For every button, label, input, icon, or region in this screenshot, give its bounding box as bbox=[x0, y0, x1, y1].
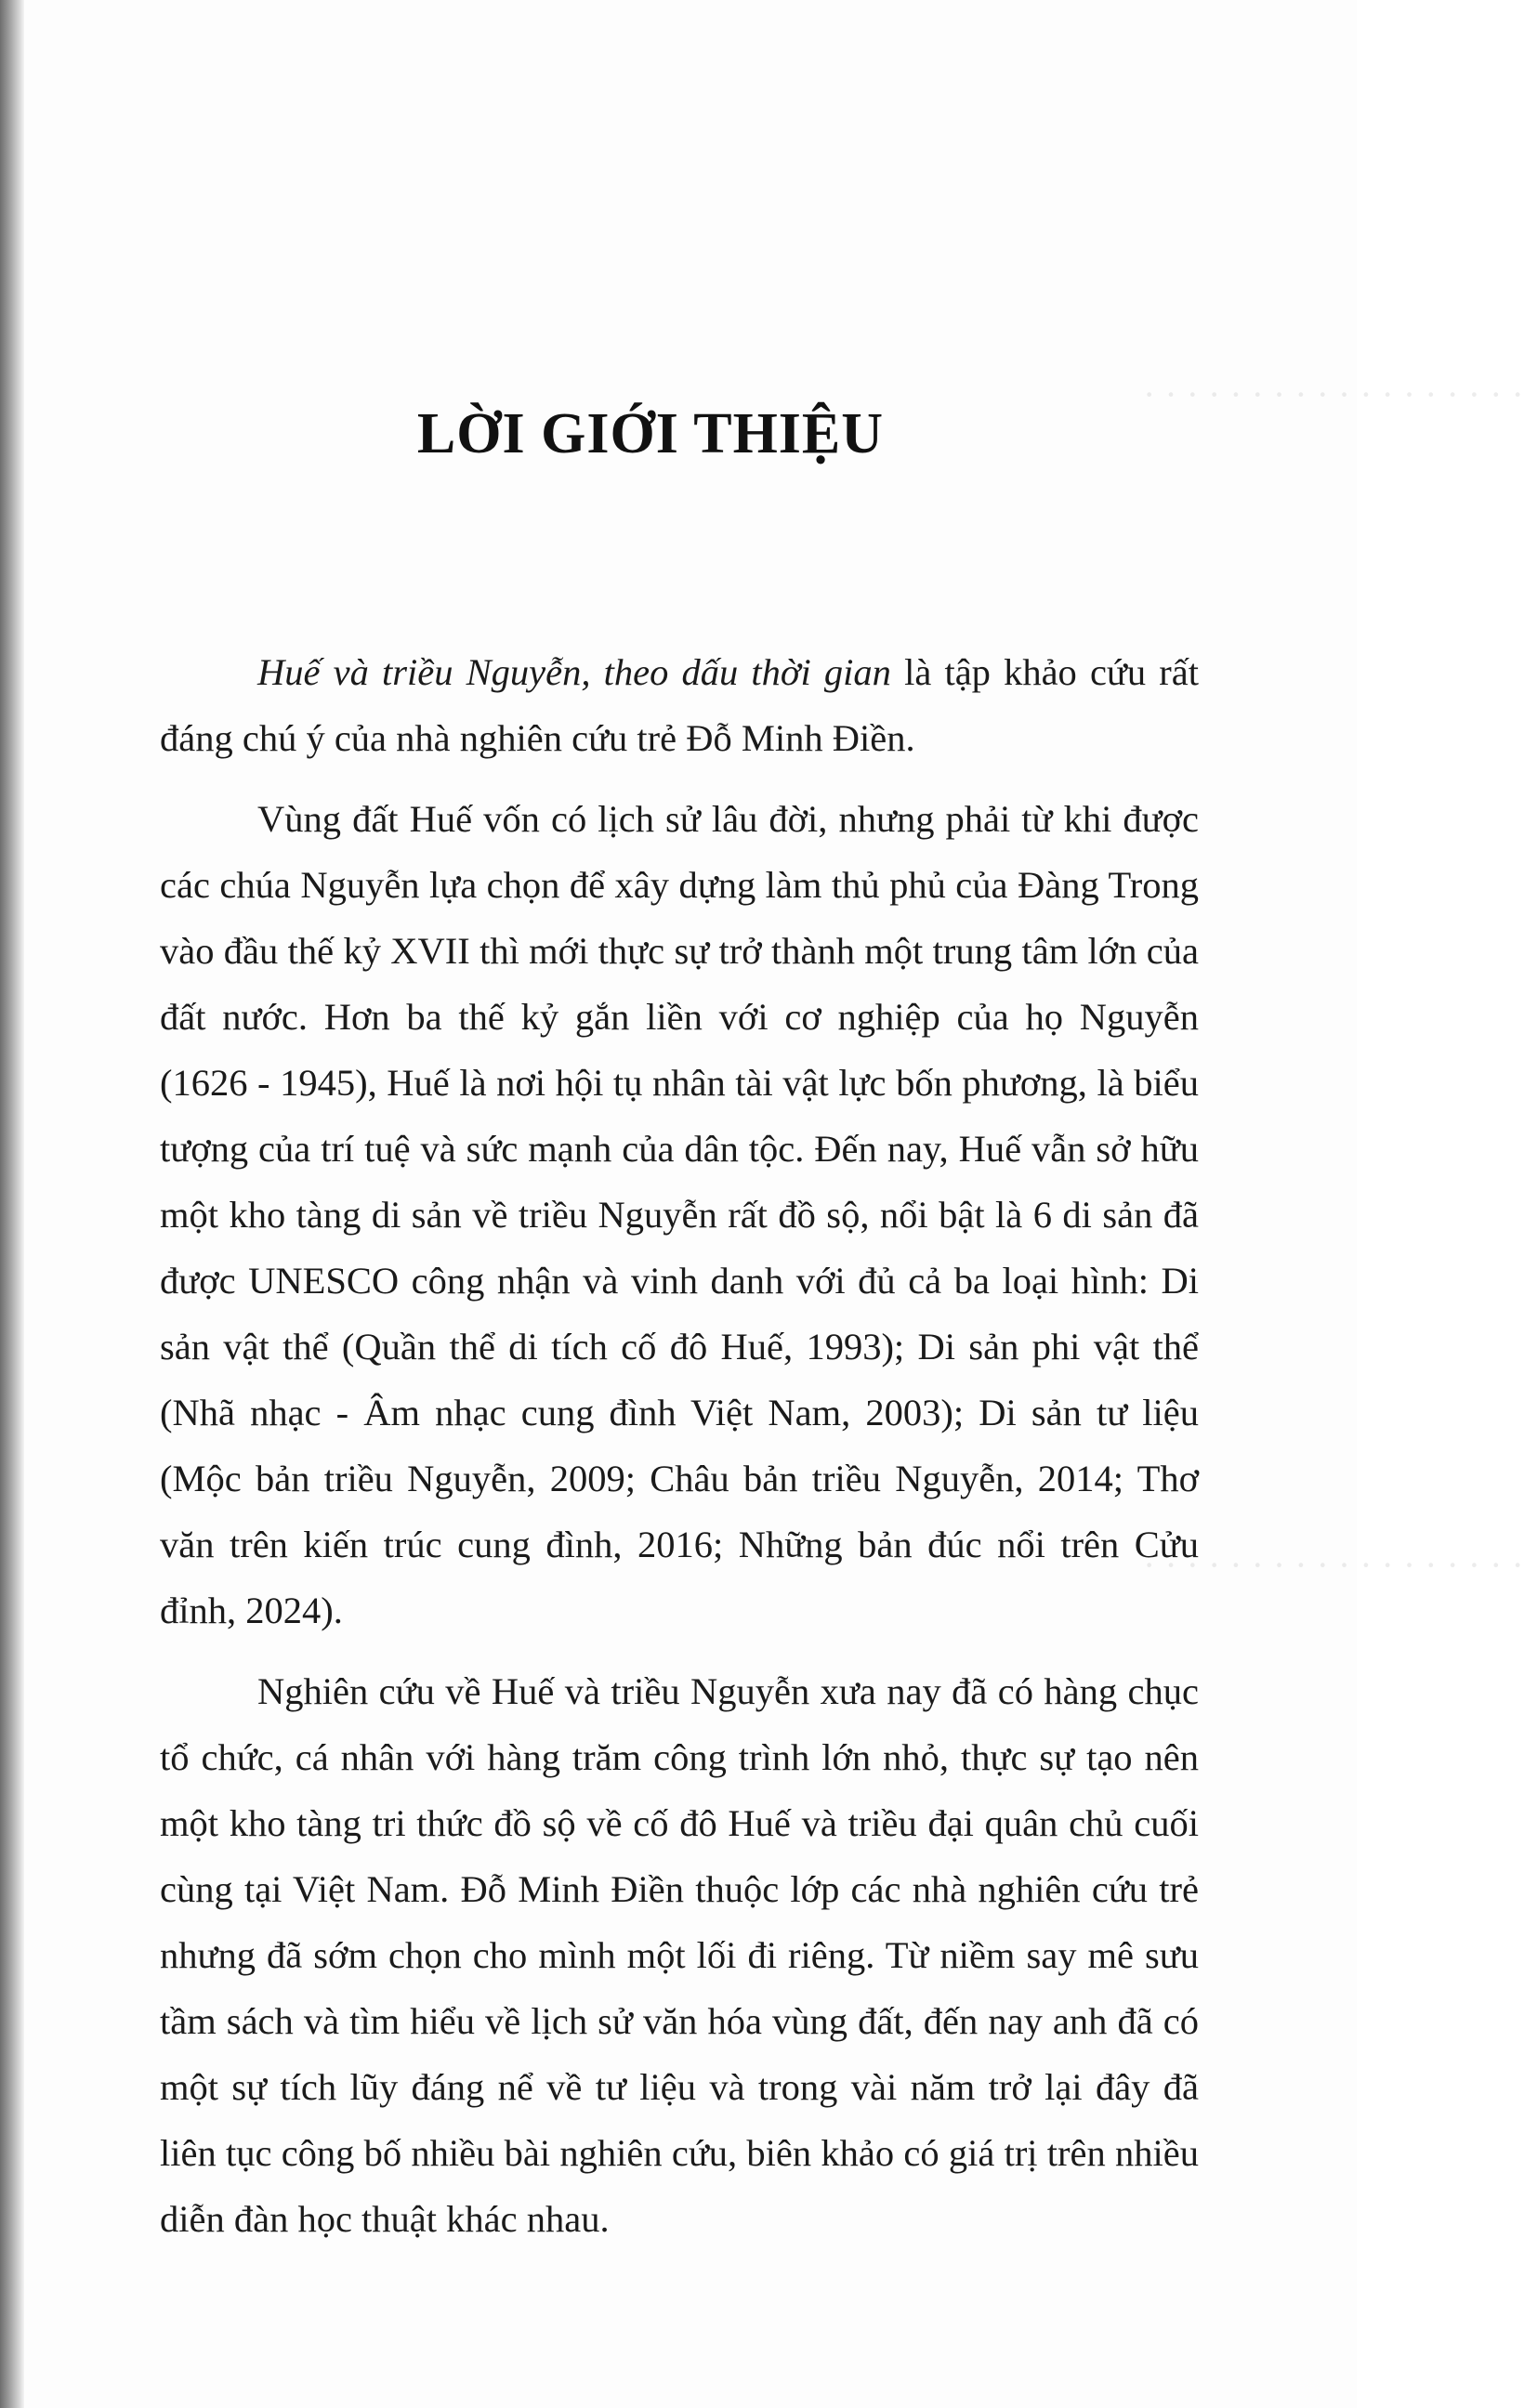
paragraph-intro-text: là tập khảo cứu rất đáng chú ý của nhà nghiên cứu trẻ Đỗ Minh Điền. bbox=[160, 651, 1199, 759]
book-title-italic: Huế và triều Nguyễn, theo dấu thời gian bbox=[257, 651, 891, 693]
paragraph-research: Nghiên cứu về Huế và triều Nguyễn xưa nay đã có hàng chục tổ chức, cá nhân với hàng trăm công trình lớn nhỏ, thực sự tạo nên một kho tàng tri thức đồ sộ về cố đô Huế và triều đại quân chủ cuối cùng tại Việt Nam. Đỗ Minh Điền thuộc lớp các nhà nghiên cứu trẻ nhưng đã sớm chọn cho mình một lối đi riêng. Từ niềm say mê sưu tầm sách và tìm hiểu về lịch sử văn hóa vùng đất, đến nay anh đã có một sự tích lũy đáng nể về tư liệu và trong vài năm trở lại đây đã liên tục công bố nhiều bài nghiên cứu, biên khảo có giá trị trên nhiều diễn đàn học thuật khác nhau. bbox=[160, 1670, 1199, 2240]
body-text bbox=[160, 639, 1199, 2267]
book-spine-edge bbox=[0, 0, 24, 2408]
paragraph-intro bbox=[160, 639, 1199, 771]
paragraph-history: Vùng đất Huế vốn có lịch sử lâu đời, nhưng phải từ khi được các chúa Nguyễn lựa chọn để xây dựng làm thủ phủ của Đàng Trong vào đầu thế kỷ XVII thì mới thực sự trở thành một trung tâm lớn của đất nước. Hơn ba thế kỷ gắn liền với cơ nghiệp của họ Nguyễn (1626 - 1945), Huế là nơi hội tụ nhân tài vật lực bốn phương, là biểu tượng của trí tuệ và sức mạnh của dân tộc. Đến nay, Huế vẫn sở hữu một kho tàng di sản về triều Nguyễn rất đồ sộ, nổi bật là 6 di sản đã được UNESCO công nhận và vinh danh với đủ cả ba loại hình: Di sản vật thể (Quần thể di tích cố đô Huế, 1993); Di sản phi vật thể (Nhã nhạc - Âm nhạc cung đình Việt Nam, 2003); Di sản tư liệu (Mộc bản triều Nguyễn, 2009; Châu bản triều Nguyễn, 2014; Thơ văn trên kiến trúc cung đình, 2016; Những bản đúc nổi trên Cửu đỉnh, 2024). bbox=[160, 798, 1199, 1631]
show-through-text: · · · · · · · · · · · · · · · · · · bbox=[1143, 373, 1524, 415]
show-through-text: · · · · · · · · · · · · · · · · · · bbox=[1143, 1544, 1524, 1586]
page-title: LỜI GIỚI THIỆU bbox=[416, 402, 885, 465]
